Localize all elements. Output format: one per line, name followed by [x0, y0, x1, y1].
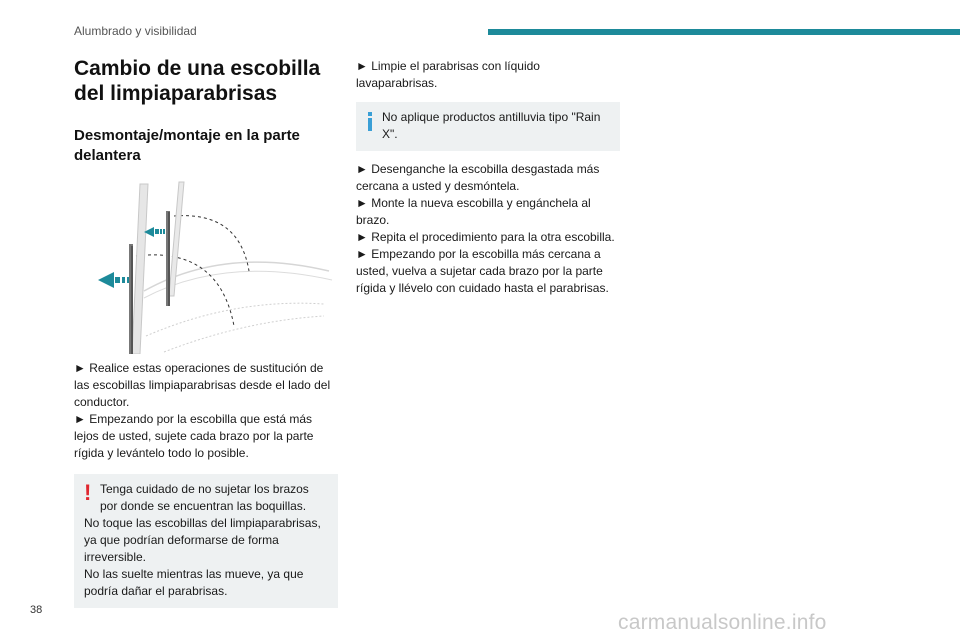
warning-text: No toque las escobillas del limpiaparabrisas, ya que podrían deformarse de forma irreversible. [84, 516, 321, 564]
wiper-arm-ghost [132, 184, 148, 354]
instruction-paragraph: ► Realice estas operaciones de sustitución de las escobillas limpiaparabrisas desde el lado del conductor. [74, 361, 331, 409]
warning-text: Tenga cuidado de no sujetar los brazos por donde se encuentran las boquillas. [100, 482, 309, 513]
warning-text: No las suelte mientras las mueve, ya que podría dañar el parabrisas. [84, 567, 304, 598]
pull-arrow-icon [98, 272, 129, 288]
section-title: Alumbrado y visibilidad [74, 24, 197, 38]
step-text: ► Desenganche la escobilla desgastada más cercana a usted y desmóntela. [356, 162, 600, 193]
page-number: 38 [30, 604, 43, 616]
page-title: Cambio de una escobilla del limpiaparabrisas [74, 57, 321, 105]
info-box [356, 102, 620, 151]
wiper-track [164, 316, 324, 352]
right-column [356, 58, 620, 297]
step-text: ► Empezando por la escobilla más cercana a usted, vuelva a sujetar cada brazo por la parte rígida y llévelo con cuidado hasta el parabrisas. [356, 247, 609, 295]
wiper-illustration [74, 176, 338, 354]
left-column [74, 56, 338, 608]
watermark-text: carmanualsonline.info [618, 611, 827, 634]
warning-box [74, 474, 338, 608]
wiper-track [146, 303, 324, 336]
wiper-diagram [74, 176, 338, 354]
info-icon [368, 112, 372, 131]
wiper-arm-ghost [169, 182, 184, 296]
instruction-paragraph: ► Limpie el parabrisas con líquido lavaparabrisas. [356, 59, 540, 90]
header-accent-bar [488, 29, 960, 35]
pull-arrow-icon [144, 227, 165, 237]
exclamation-icon: ! [84, 480, 92, 505]
step-text: ► Repita el procedimiento para la otra escobilla. [356, 230, 615, 244]
section-subtitle: Desmontaje/montaje en la parte delantera [74, 127, 300, 164]
instruction-paragraph: ► Empezando por la escobilla que está más lejos de usted, sujete cada brazo por la parte rígida y levántelo todo lo posible. [74, 412, 314, 460]
info-text: No aplique productos antilluvia tipo "Rain X". [382, 110, 601, 141]
step-text: ► Monte la nueva escobilla y engánchela al brazo. [356, 196, 591, 227]
